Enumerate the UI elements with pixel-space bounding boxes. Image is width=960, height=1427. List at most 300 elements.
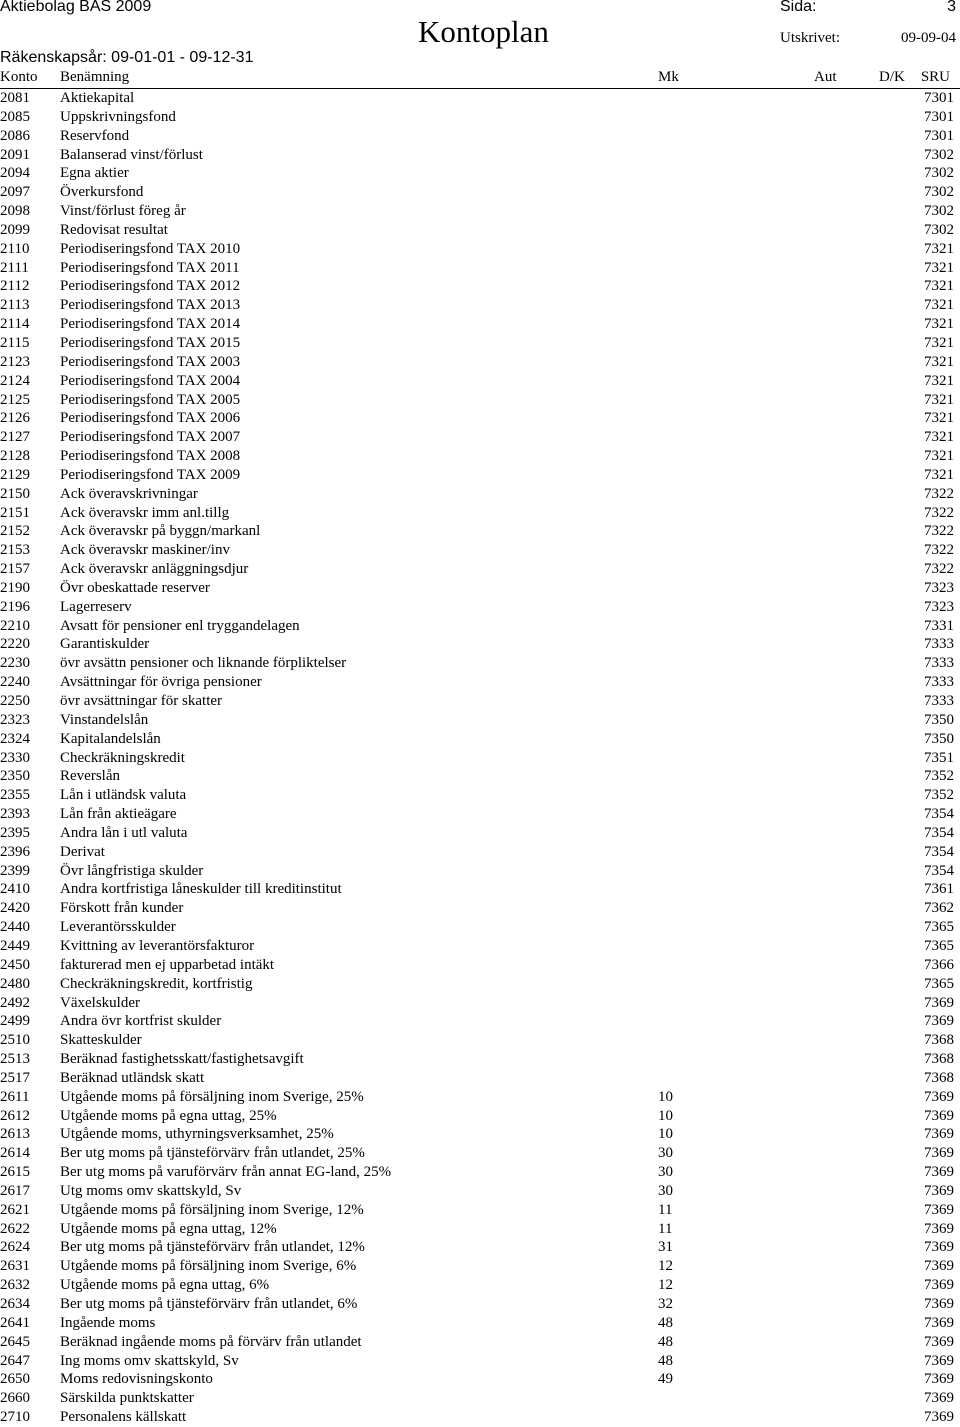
account-list [0, 89, 960, 1427]
account-number: 2480 [0, 975, 30, 992]
account-row [0, 899, 960, 918]
sru-code: 7321 [924, 334, 954, 351]
account-number: 2355 [0, 787, 30, 804]
account-name: Övr långfristiga skulder [60, 862, 204, 879]
account-number: 2086 [0, 127, 30, 144]
sru-code: 7321 [924, 429, 954, 446]
vat-code: 48 [658, 1314, 673, 1331]
account-name: Moms redovisningskonto [60, 1371, 213, 1388]
account-row [0, 1163, 960, 1182]
account-row [0, 1088, 960, 1107]
page-number: 3 [947, 0, 956, 15]
account-number: 2110 [0, 240, 30, 257]
vat-code: 32 [658, 1296, 673, 1312]
sru-code: 7369 [924, 1258, 954, 1275]
sru-code: 7369 [924, 1164, 954, 1181]
sru-code: 7321 [924, 391, 954, 408]
account-row [0, 617, 960, 636]
account-row [0, 485, 960, 504]
page-title: Kontoplan [418, 14, 549, 49]
account-number: 2230 [0, 655, 30, 672]
sru-code: 7369 [924, 1013, 954, 1030]
account-name: Ber utg moms på tjänsteförvärv från utlandet, 6% [60, 1296, 358, 1312]
account-name: Periodiseringsfond TAX 2015 [60, 334, 241, 351]
account-number: 2650 [0, 1371, 30, 1388]
account-name: Ber utg moms på tjänsteförvärv från utlandet, 12% [60, 1239, 365, 1256]
account-row [0, 786, 960, 805]
account-row [0, 1144, 960, 1163]
account-number: 2615 [0, 1164, 30, 1181]
account-row [0, 89, 960, 108]
sru-code: 7350 [924, 711, 954, 728]
account-number: 2124 [0, 372, 30, 389]
vat-code: 11 [658, 1220, 673, 1237]
account-name: Periodiseringsfond TAX 2014 [60, 316, 241, 333]
account-name: Utg moms omv skattskyld, Sv [60, 1182, 242, 1199]
sru-code: 7352 [924, 787, 954, 804]
sru-code: 7302 [924, 221, 954, 238]
account-name: Växelskulder [60, 994, 140, 1011]
vat-code: 49 [658, 1371, 673, 1388]
account-name: Uppskrivningsfond [60, 108, 176, 125]
account-row [0, 391, 960, 410]
account-name: Personalens källskatt [60, 1409, 187, 1426]
sru-code: 7322 [924, 504, 954, 521]
account-row [0, 1333, 960, 1352]
account-number: 2112 [0, 278, 30, 295]
account-name: Checkräkningskredit [60, 749, 185, 766]
account-number: 2617 [0, 1182, 30, 1199]
account-number: 2323 [0, 711, 30, 728]
account-name: Garantiskulder [60, 636, 150, 653]
sru-code: 7369 [924, 1201, 954, 1218]
account-name: Periodiseringsfond TAX 2006 [60, 410, 241, 427]
account-name: Periodiseringsfond TAX 2007 [60, 429, 241, 446]
account-name: Ack överavskrivningar [60, 485, 198, 502]
account-number: 2125 [0, 391, 30, 408]
account-row [0, 334, 960, 353]
account-name: Aktiekapital [60, 90, 135, 106]
vat-code: 12 [658, 1277, 673, 1294]
account-row [0, 824, 960, 843]
sru-code: 7366 [924, 956, 954, 973]
account-name: Leverantörsskulder [60, 919, 176, 936]
sru-code: 7302 [924, 146, 954, 163]
account-number: 2632 [0, 1277, 30, 1294]
account-row [0, 1257, 960, 1276]
account-row [0, 994, 960, 1013]
account-number: 2190 [0, 579, 30, 596]
vat-code: 30 [658, 1145, 673, 1162]
vat-code: 48 [658, 1352, 673, 1369]
account-number: 2624 [0, 1239, 30, 1256]
account-row [0, 1012, 960, 1031]
account-name: Lagerreserv [60, 598, 132, 615]
account-row [0, 221, 960, 240]
account-number: 2123 [0, 353, 30, 370]
account-name: Beräknad utländsk skatt [60, 1069, 205, 1086]
sru-code: 7322 [924, 542, 954, 559]
account-name: Lån från aktieägare [60, 806, 177, 823]
account-number: 2710 [0, 1409, 30, 1426]
account-number: 2129 [0, 466, 30, 483]
sru-code: 7369 [924, 1352, 954, 1369]
printed-label: Utskrivet: [780, 30, 840, 46]
account-number: 2091 [0, 146, 30, 163]
account-name: Derivat [60, 843, 105, 860]
account-name: Reservfond [60, 127, 130, 144]
account-row [0, 1050, 960, 1069]
column-header-benamning: Benämning [60, 69, 130, 85]
account-name: Ingående moms [60, 1314, 156, 1331]
account-row [0, 240, 960, 259]
sru-code: 7361 [924, 881, 954, 898]
account-row [0, 560, 960, 579]
account-row [0, 108, 960, 127]
account-name: Andra lån i utl valuta [60, 824, 188, 841]
account-name: Ber utg moms på varuförvärv från annat EG-land, 25% [60, 1164, 392, 1181]
account-row [0, 504, 960, 523]
account-name: Kvittning av leverantörsfakturor [60, 937, 255, 954]
account-row [0, 1220, 960, 1239]
account-number: 2410 [0, 881, 30, 898]
company-name: Aktiebolag BAS 2009 [0, 0, 152, 15]
vat-code: 48 [658, 1333, 673, 1350]
account-number: 2513 [0, 1051, 30, 1068]
account-number: 2612 [0, 1107, 30, 1124]
account-name: Periodiseringsfond TAX 2011 [60, 259, 240, 276]
sru-code: 7368 [924, 1051, 954, 1068]
sru-code: 7302 [924, 203, 954, 220]
account-number: 2210 [0, 617, 30, 634]
account-row [0, 372, 960, 391]
account-name: Utgående moms på försäljning inom Sverige, 12% [60, 1201, 364, 1218]
account-number: 2098 [0, 203, 30, 220]
account-number: 2152 [0, 523, 30, 540]
account-name: Andra kortfristiga låneskulder till kreditinstitut [60, 881, 342, 898]
sru-code: 7369 [924, 1296, 954, 1312]
account-row [0, 259, 960, 278]
account-name: Beräknad fastighetsskatt/fastighetsavgift [60, 1051, 304, 1068]
account-number: 2111 [0, 259, 29, 276]
account-row [0, 692, 960, 711]
account-row [0, 1408, 960, 1427]
account-row [0, 749, 960, 768]
account-row [0, 315, 960, 334]
account-number: 2151 [0, 504, 30, 521]
account-number: 2157 [0, 561, 30, 578]
account-row [0, 428, 960, 447]
account-name: Utgående moms på försäljning inom Sverige, 6% [60, 1258, 357, 1275]
account-name: Periodiseringsfond TAX 2003 [60, 353, 241, 370]
sru-code: 7333 [924, 636, 954, 653]
account-number: 2634 [0, 1296, 30, 1312]
vat-code: 30 [658, 1164, 673, 1181]
vat-code: 10 [658, 1088, 673, 1105]
account-row [0, 127, 960, 146]
account-row [0, 447, 960, 466]
account-row [0, 767, 960, 786]
sru-code: 7365 [924, 937, 954, 954]
vat-code: 10 [658, 1126, 673, 1143]
account-number: 2085 [0, 108, 30, 125]
account-name: Förskott från kunder [60, 900, 184, 917]
sru-code: 7369 [924, 1220, 954, 1237]
account-row [0, 1295, 960, 1314]
account-row [0, 164, 960, 183]
account-row [0, 654, 960, 673]
account-row [0, 409, 960, 428]
sru-code: 7321 [924, 240, 954, 257]
vat-code: 30 [658, 1182, 673, 1199]
account-number: 2660 [0, 1390, 30, 1407]
account-row [0, 673, 960, 692]
sru-code: 7369 [924, 1239, 954, 1256]
account-number: 2420 [0, 900, 30, 917]
account-name: Andra övr kortfrist skulder [60, 1013, 222, 1030]
account-row [0, 146, 960, 165]
account-number: 2517 [0, 1069, 30, 1086]
account-name: Periodiseringsfond TAX 2013 [60, 297, 241, 314]
sru-code: 7369 [924, 1107, 954, 1124]
vat-code: 12 [658, 1258, 673, 1275]
account-number: 2240 [0, 674, 30, 691]
sru-code: 7368 [924, 1069, 954, 1086]
account-number: 2081 [0, 90, 30, 106]
account-name: Lån i utländsk valuta [60, 787, 187, 804]
account-row [0, 522, 960, 541]
account-number: 2094 [0, 165, 30, 182]
sru-code: 7321 [924, 278, 954, 295]
account-name: Ack överavskr maskiner/inv [60, 542, 230, 559]
account-number: 2126 [0, 410, 30, 427]
sru-code: 7333 [924, 674, 954, 691]
account-number: 2115 [0, 334, 30, 351]
account-row [0, 1314, 960, 1333]
account-number: 2396 [0, 843, 30, 860]
sru-code: 7321 [924, 297, 954, 314]
account-number: 2645 [0, 1333, 30, 1350]
account-row [0, 1352, 960, 1371]
account-name: Avsättningar för övriga pensioner [60, 674, 262, 691]
account-row [0, 843, 960, 862]
account-number: 2613 [0, 1126, 30, 1143]
account-number: 2647 [0, 1352, 30, 1369]
account-name: Utgående moms på egna uttag, 12% [60, 1220, 277, 1237]
account-name: Utgående moms på egna uttag, 25% [60, 1107, 277, 1124]
account-name: Ack överavskr imm anl.tillg [60, 504, 230, 521]
sru-code: 7365 [924, 975, 954, 992]
account-row [0, 880, 960, 899]
account-name: Kapitalandelslån [60, 730, 161, 747]
account-name: Periodiseringsfond TAX 2005 [60, 391, 241, 408]
account-number: 2492 [0, 994, 30, 1011]
account-name: Överkursfond [60, 184, 144, 201]
column-header-dk: D/K [879, 69, 905, 85]
account-row [0, 579, 960, 598]
account-number: 2350 [0, 768, 30, 785]
sru-code: 7369 [924, 1390, 954, 1407]
account-row [0, 202, 960, 221]
sru-code: 7362 [924, 900, 954, 917]
sru-code: 7301 [924, 108, 954, 125]
account-number: 2450 [0, 956, 30, 973]
account-number: 2440 [0, 919, 30, 936]
account-name: Beräknad ingående moms på förvärv från utlandet [60, 1333, 362, 1350]
account-row [0, 730, 960, 749]
account-row [0, 1370, 960, 1389]
account-number: 2150 [0, 485, 30, 502]
sru-code: 7302 [924, 165, 954, 182]
sru-code: 7321 [924, 353, 954, 370]
account-row [0, 1276, 960, 1295]
sru-code: 7323 [924, 598, 954, 615]
sru-code: 7321 [924, 316, 954, 333]
account-row [0, 975, 960, 994]
account-name: Vinstandelslån [60, 711, 149, 728]
sru-code: 7333 [924, 693, 954, 709]
account-name: Ber utg moms på tjänsteförvärv från utlandet, 25% [60, 1145, 365, 1162]
account-number: 2622 [0, 1220, 30, 1237]
account-row [0, 541, 960, 560]
account-number: 2449 [0, 937, 30, 954]
sru-code: 7369 [924, 1088, 954, 1105]
account-name: fakturerad men ej upparbetad intäkt [60, 956, 275, 973]
vat-code: 11 [658, 1201, 673, 1218]
sru-code: 7350 [924, 730, 954, 747]
account-row [0, 1069, 960, 1088]
sru-code: 7368 [924, 1032, 954, 1049]
fiscal-year: Räkenskapsår: 09-01-01 - 09-12-31 [0, 49, 254, 66]
sru-code: 7354 [924, 806, 954, 823]
account-number: 2399 [0, 862, 30, 879]
account-name: Skatteskulder [60, 1032, 142, 1049]
printed-date: 09-09-04 [901, 30, 956, 46]
sru-code: 7354 [924, 843, 954, 860]
account-number: 2250 [0, 693, 30, 709]
sru-code: 7333 [924, 655, 954, 672]
sru-code: 7301 [924, 90, 954, 106]
account-name: Särskilda punktskatter [60, 1390, 194, 1407]
sru-code: 7322 [924, 523, 954, 540]
sru-code: 7321 [924, 466, 954, 483]
account-row [0, 956, 960, 975]
account-number: 2099 [0, 221, 30, 238]
sru-code: 7369 [924, 1277, 954, 1294]
account-row [0, 1107, 960, 1126]
account-name: Periodiseringsfond TAX 2009 [60, 466, 241, 483]
account-row [0, 353, 960, 372]
sru-code: 7369 [924, 1182, 954, 1199]
account-name: Utgående moms på försäljning inom Sverige, 25% [60, 1088, 364, 1105]
account-row [0, 1201, 960, 1220]
sru-code: 7369 [924, 1333, 954, 1350]
account-number: 2611 [0, 1088, 30, 1105]
account-name: Övr obeskattade reserver [60, 579, 210, 596]
account-row [0, 183, 960, 202]
account-row [0, 1238, 960, 1257]
account-number: 2641 [0, 1314, 30, 1331]
vat-code: 10 [658, 1107, 673, 1124]
account-row [0, 1182, 960, 1201]
vat-code: 31 [658, 1239, 673, 1256]
sru-code: 7322 [924, 485, 954, 502]
sru-code: 7301 [924, 127, 954, 144]
column-header-aut: Aut [814, 69, 837, 85]
account-number: 2510 [0, 1032, 30, 1049]
account-number: 2097 [0, 184, 30, 201]
sru-code: 7351 [924, 749, 954, 766]
account-number: 2393 [0, 806, 30, 823]
account-row [0, 937, 960, 956]
account-number: 2127 [0, 429, 30, 446]
account-number: 2114 [0, 316, 30, 333]
account-name: Periodiseringsfond TAX 2008 [60, 448, 241, 465]
account-row [0, 918, 960, 937]
account-number: 2621 [0, 1201, 30, 1218]
account-row [0, 805, 960, 824]
account-name: Ack överavskr på byggn/markanl [60, 523, 261, 540]
account-row [0, 277, 960, 296]
sru-code: 7321 [924, 259, 954, 276]
account-number: 2395 [0, 824, 30, 841]
account-number: 2614 [0, 1145, 30, 1162]
account-name: Periodiseringsfond TAX 2012 [60, 278, 241, 295]
sru-code: 7369 [924, 1409, 954, 1426]
account-name: Periodiseringsfond TAX 2004 [60, 372, 241, 389]
account-number: 2330 [0, 749, 30, 766]
account-name: Periodiseringsfond TAX 2010 [60, 240, 241, 257]
account-name: Balanserad vinst/förlust [60, 146, 203, 163]
sru-code: 7365 [924, 919, 954, 936]
account-number: 2220 [0, 636, 30, 653]
column-header-mk: Mk [658, 69, 679, 85]
sru-code: 7369 [924, 1371, 954, 1388]
account-row [0, 296, 960, 315]
account-name: Egna aktier [60, 165, 129, 182]
account-name: Ack överavskr anläggningsdjur [60, 561, 249, 578]
column-header-konto: Konto [0, 69, 38, 85]
sru-code: 7369 [924, 1314, 954, 1331]
sru-code: 7321 [924, 448, 954, 465]
account-number: 2196 [0, 598, 30, 615]
sru-code: 7302 [924, 184, 954, 201]
account-name: Checkräkningskredit, kortfristig [60, 975, 253, 992]
account-name: Utgående moms, uthyrningsverksamhet, 25% [60, 1126, 334, 1143]
account-row [0, 1031, 960, 1050]
account-number: 2128 [0, 448, 30, 465]
sru-code: 7321 [924, 410, 954, 427]
sru-code: 7354 [924, 824, 954, 841]
account-row [0, 862, 960, 881]
sru-code: 7352 [924, 768, 954, 785]
page-label: Sida: [780, 0, 817, 15]
account-name: övr avsättningar för skatter [60, 693, 223, 709]
account-row [0, 1125, 960, 1144]
account-row [0, 466, 960, 485]
account-row [0, 1389, 960, 1408]
account-number: 2631 [0, 1258, 30, 1275]
account-number: 2499 [0, 1013, 30, 1030]
account-number: 2324 [0, 730, 30, 747]
sru-code: 7321 [924, 372, 954, 389]
account-row [0, 711, 960, 730]
column-header-sru: SRU [920, 69, 950, 85]
account-name: Ing moms omv skattskyld, Sv [60, 1352, 239, 1369]
account-number: 2113 [0, 297, 30, 314]
account-name: Avsatt för pensioner enl tryggandelagen [60, 617, 300, 634]
sru-code: 7323 [924, 579, 954, 596]
